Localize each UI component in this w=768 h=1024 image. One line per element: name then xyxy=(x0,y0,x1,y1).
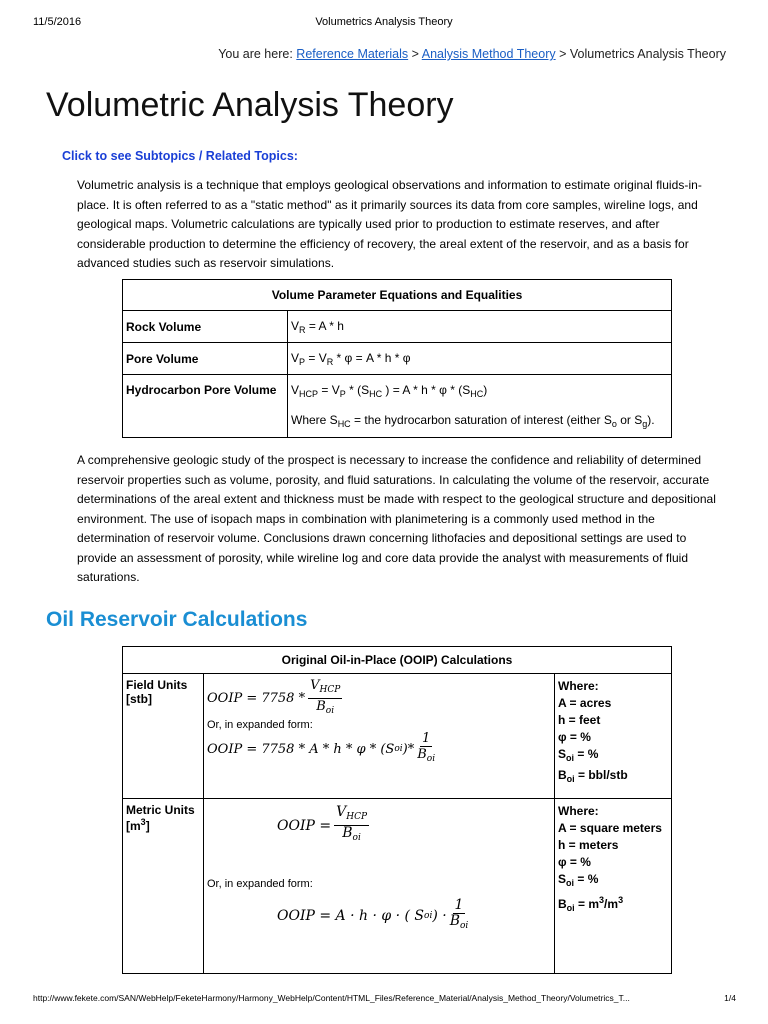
print-title: Volumetrics Analysis Theory xyxy=(315,16,453,28)
table-row xyxy=(123,311,672,343)
page-number: 1/4 xyxy=(724,993,736,1003)
table-row xyxy=(123,799,672,974)
where-item: $B_{oi} = m^3/m^3$ xyxy=(558,895,624,913)
ooip-metric-expanded-equation: OOIP = A · h · φ · ( S oi ) · $\frac{1}{B_{oi}}$ xyxy=(277,897,469,931)
metric-units-label: Metric Units xyxy=(126,803,195,817)
breadcrumb-separator: > xyxy=(559,47,567,61)
expanded-label: Or, in expanded form: xyxy=(207,719,313,731)
subtopics-link[interactable]: Click to see Subtopics / Related Topics: xyxy=(62,149,298,163)
second-paragraph: A comprehensive geologic study of the prospect is necessary to increase the confidence and reliability of determined reservoir properties such as volume, porosity, and fluid saturations. In calculating the volume of the reservoir, accurate determinations of the areal extent and thickness must be made with respect to the geological structure and depositional environment. The use of isopach maps in combination with planimetering is a commonly used method in the determination of reservoir volume. Conclusions drawn concerning lithofacies and depositional settings are used to provide an assessment of porosity, while wireline log and core data provide the analyst with measurements of fluid saturations. xyxy=(77,453,716,584)
where-item: $S_{oi}$ = % xyxy=(558,747,599,763)
metric-units-cell xyxy=(123,799,204,974)
breadcrumb-prefix: You are here: xyxy=(218,47,293,61)
hcpv-equation: $V_{HCP} = V_P * (S_{HC}$ ) = A * h * φ * $(S_{HC})$ Where $S_{HC}$ = the hydrocarbon saturation of interest (either $S_o$ or $S_g$). xyxy=(288,375,672,438)
ooip-table xyxy=(122,646,672,974)
volume-table-header: Volume Parameter Equations and Equalities xyxy=(123,280,672,311)
ooip-metric-equation: OOIP = $\frac{V_{HCP}}{B_{oi}}$ xyxy=(277,804,368,843)
page-title: Volumetric Analysis Theory xyxy=(46,86,454,124)
metric-units-unit: $[m^3]$ xyxy=(126,817,150,833)
field-where-cell xyxy=(555,674,672,799)
where-item: φ = % xyxy=(558,855,591,869)
breadcrumb xyxy=(218,47,726,61)
table-row xyxy=(123,674,672,799)
where-label: Where: xyxy=(558,804,599,818)
metric-equations-cell xyxy=(204,799,555,974)
row-label: Pore Volume xyxy=(123,343,288,375)
volume-parameter-table xyxy=(122,279,672,438)
where-item: A = acres xyxy=(558,696,612,710)
breadcrumb-separator: > xyxy=(411,47,419,61)
breadcrumb-link-analysis-method-theory[interactable]: Analysis Method Theory xyxy=(421,47,556,61)
table-row xyxy=(123,375,672,438)
print-date: 11/5/2016 xyxy=(33,16,82,28)
row-label: Hydrocarbon Pore Volume xyxy=(123,375,288,438)
row-label: Rock Volume xyxy=(123,311,288,343)
where-item: $S_{oi}$ = % xyxy=(558,872,599,888)
expanded-label: Or, in expanded form: xyxy=(207,878,313,890)
field-equations-cell xyxy=(204,674,555,799)
where-item: A = square meters xyxy=(558,821,662,835)
breadcrumb-current: Volumetrics Analysis Theory xyxy=(569,47,726,61)
where-item: h = feet xyxy=(558,713,601,727)
ooip-field-expanded-equation: OOIP = 7758 * A * h * φ * (S oi )* $\frac{1}{B_{oi}}$ xyxy=(207,731,436,764)
where-item: $B_{oi} = bbl/stb$ xyxy=(558,768,628,784)
breadcrumb-link-reference-materials[interactable]: Reference Materials xyxy=(296,47,409,61)
field-units-unit: [stb] xyxy=(126,692,152,706)
field-units-cell xyxy=(123,674,204,799)
where-label: Where: xyxy=(558,679,599,693)
pore-volume-equation: $V_P = V_R * \varphi = A * h * \varphi$ xyxy=(288,343,672,375)
where-item: h = meters xyxy=(558,838,619,852)
intro-paragraph: Volumetric analysis is a technique that employs geological observations and information to estimate original fluids-in-place. It is often referred to as a "static method" as it primarily sources its data from core samples, wireline logs, and geological maps. Volumetric calculations are typically used prior to production to estimate reserves, and after considerable production to determine the efficiency of recovery, the areal extent of the reservoir, and as a basis for advanced studies such as reservoir simulations. xyxy=(77,178,702,270)
table-row xyxy=(123,343,672,375)
section-heading: Oil Reservoir Calculations xyxy=(46,608,308,631)
ooip-table-header: Original Oil-in-Place (OOIP) Calculations xyxy=(123,647,672,674)
field-units-label: Field Units xyxy=(126,678,188,692)
print-url: http://www.fekete.com/SAN/WebHelp/FeketeHarmony/Harmony_WebHelp/Content/HTML_Files/Reference_Material/Analysis_Method_Theory/Volumetrics_T... xyxy=(33,993,630,1003)
where-item: φ = % xyxy=(558,730,591,744)
rock-volume-equation: $V_R = A * h$ xyxy=(288,311,672,343)
ooip-field-equation: OOIP = 7758 * $\frac{V_{HCP}}{B_{oi}}$ xyxy=(207,678,341,716)
metric-where-cell xyxy=(555,799,672,974)
